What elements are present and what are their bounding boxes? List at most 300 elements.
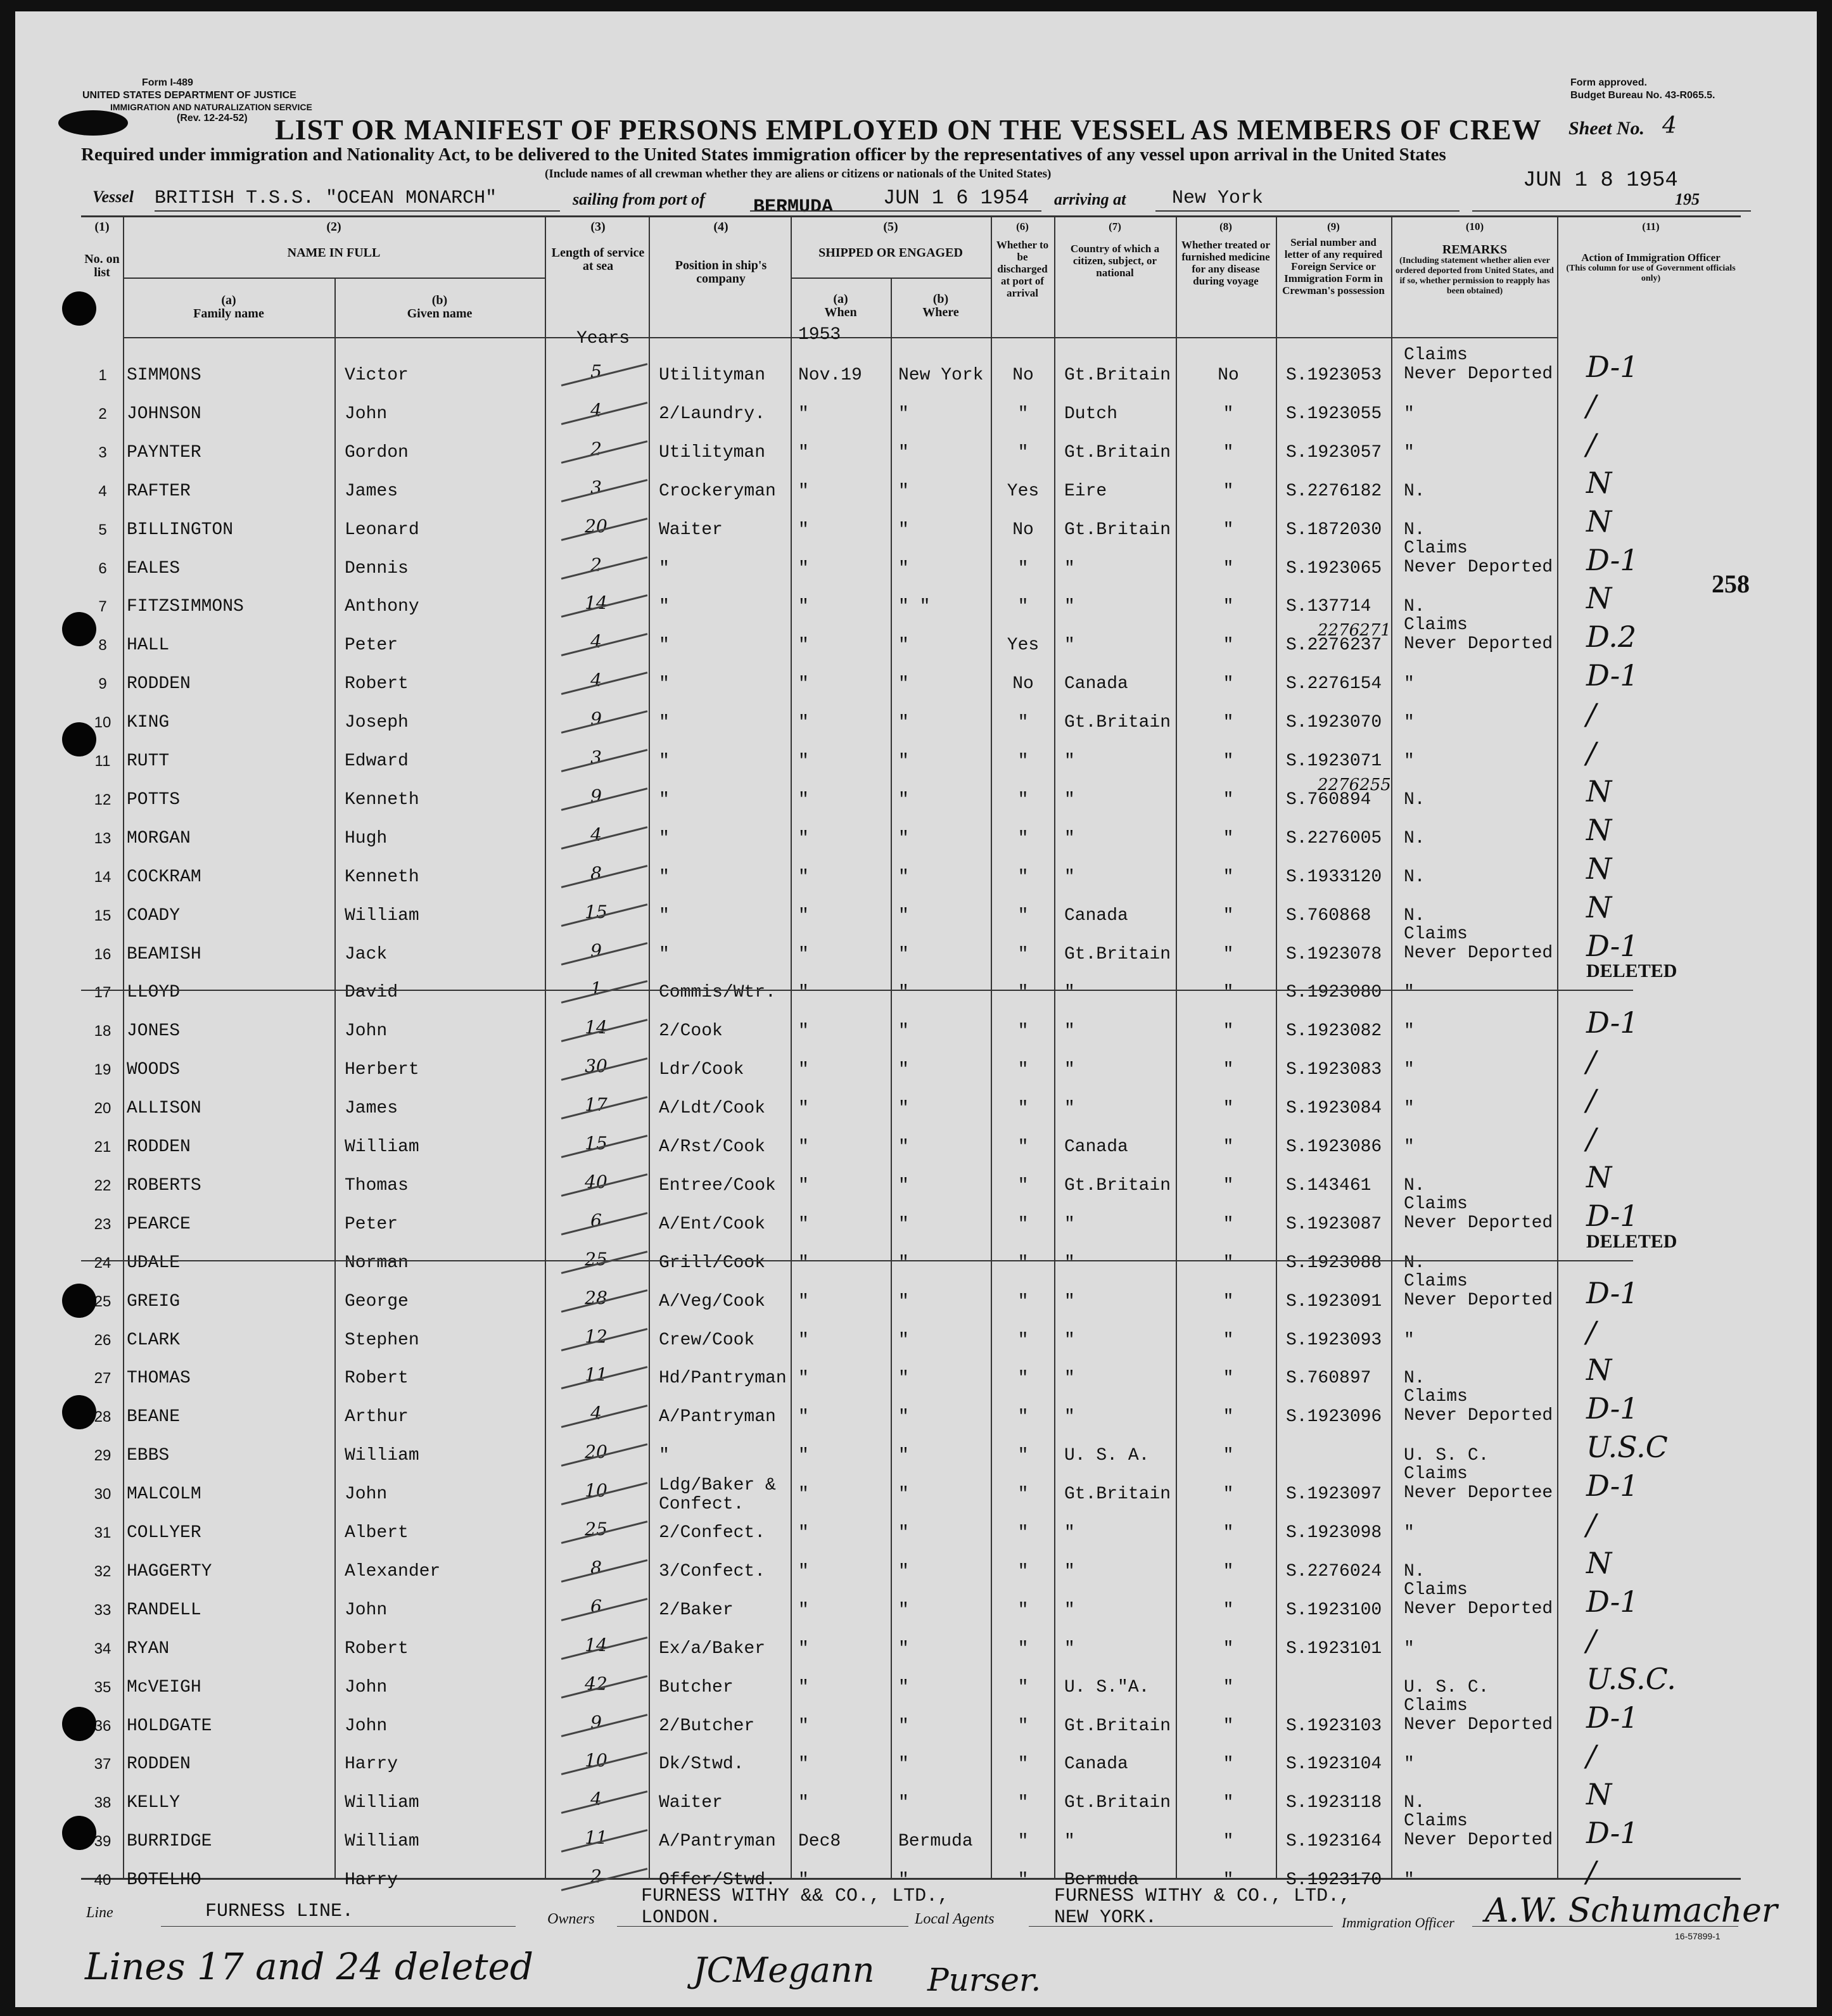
- margin-number: 258: [1712, 570, 1750, 598]
- cell-position: ": [659, 789, 670, 810]
- cell-medicine: ": [1223, 1870, 1234, 1891]
- cell-discharge: ": [1017, 944, 1029, 964]
- cell-n: 32: [94, 1562, 111, 1580]
- owners-line1: FURNESS WITHY && CO., LTD.,: [641, 1885, 950, 1907]
- cell-years: 2: [590, 438, 602, 459]
- cell-position: A/Pantryman: [659, 1407, 776, 1427]
- cell-given: Robert: [345, 674, 409, 694]
- col-header-serial: (9) Serial number and letter of any required Foreign Service or Immigration Form in Crewman's possession: [1282, 220, 1385, 297]
- cell-family: JONES: [127, 1021, 181, 1042]
- cell-n: 21: [94, 1139, 111, 1156]
- cell-when: ": [798, 1523, 809, 1543]
- cell-serial: S.1923084: [1286, 1099, 1382, 1119]
- cell-family: COADY: [127, 905, 181, 926]
- cell-given: Norman: [345, 1253, 409, 1273]
- cell-years: 4: [590, 824, 602, 845]
- cell-years: 8: [590, 1557, 602, 1578]
- cell-action: /: [1586, 1044, 1596, 1079]
- cell-given: John: [345, 1484, 388, 1505]
- cell-family: GREIG: [127, 1291, 181, 1311]
- cell-given: Arthur: [345, 1407, 409, 1427]
- cell-action: U.S.C: [1586, 1430, 1668, 1465]
- cell-n: 33: [94, 1601, 111, 1619]
- col-header-family: (a) Family name: [193, 293, 264, 321]
- cell-position: Ldg/Baker &: [659, 1476, 776, 1496]
- cell-serial_note: 2276271: [1318, 621, 1391, 641]
- cell-family: PAYNTER: [127, 442, 201, 463]
- cell-remarks2: Never Deportee: [1404, 1483, 1553, 1503]
- cell-years: 2: [590, 554, 602, 575]
- cell-serial: S.1923080: [1286, 983, 1382, 1003]
- cell-action: N: [1586, 465, 1612, 500]
- cell-country: Gt.Britain: [1064, 520, 1171, 540]
- cell-when: ": [798, 1870, 809, 1891]
- cell-where: ": [898, 520, 909, 540]
- cell-remarks: Claims: [1404, 1194, 1468, 1214]
- cell-when: ": [798, 558, 809, 578]
- cell-n: 7: [98, 598, 107, 616]
- cell-remarks: Claims: [1404, 1811, 1468, 1832]
- cell-when: ": [798, 1600, 809, 1620]
- cell-given: Herbert: [345, 1060, 419, 1080]
- cell-discharge: ": [1017, 1523, 1029, 1543]
- cell-action: D-1: [1586, 1005, 1639, 1040]
- cell-given: Kenneth: [345, 867, 419, 887]
- cell-remarks: ": [1404, 1523, 1415, 1543]
- cell-country: Canada: [1064, 905, 1128, 926]
- cell-discharge: ": [1017, 558, 1029, 578]
- cell-serial: S.1923053: [1286, 366, 1382, 385]
- cell-years: 9: [590, 1711, 602, 1733]
- cell-n: 26: [94, 1331, 111, 1349]
- cell-medicine: ": [1223, 1754, 1234, 1775]
- cell-position: ": [659, 1446, 670, 1466]
- cell-when: ": [798, 1446, 809, 1466]
- cell-family: WOODS: [127, 1060, 181, 1080]
- cell-serial: S.143461: [1286, 1175, 1371, 1196]
- cell-where: ": [898, 1253, 909, 1273]
- cell-serial: S.1923096: [1286, 1407, 1382, 1427]
- cell-country: ": [1064, 1638, 1075, 1659]
- cell-where: ": [898, 828, 909, 848]
- agents-line1: FURNESS WITHY & CO., LTD.,: [1054, 1885, 1351, 1907]
- cell-action: U.S.C.: [1586, 1661, 1676, 1696]
- col-header-where: (b) Where: [922, 292, 959, 319]
- vessel-name: BRITISH T.S.S. "OCEAN MONARCH": [155, 188, 497, 209]
- cell-country: ": [1064, 789, 1075, 810]
- cell-family: BEAMISH: [127, 944, 201, 964]
- cell-medicine: ": [1223, 1523, 1234, 1543]
- cell-serial: S.1872030: [1286, 520, 1382, 540]
- cell-position: 2/Butcher: [659, 1716, 755, 1736]
- cell-country: ": [1064, 751, 1075, 771]
- cell-medicine: ": [1223, 1291, 1234, 1311]
- col-header-when: (a) When: [824, 292, 857, 319]
- cell-action: D-1: [1586, 350, 1639, 384]
- cell-medicine: ": [1223, 1021, 1234, 1042]
- cell-given: Harry: [345, 1870, 398, 1891]
- cell-remarks: ": [1404, 1021, 1415, 1042]
- cell-when: ": [798, 481, 809, 501]
- cell-years: 11: [585, 1827, 607, 1849]
- cell-position: 2/Baker: [659, 1600, 734, 1620]
- cell-serial: S.1923070: [1286, 713, 1382, 733]
- cell-position: Ldr/Cook: [659, 1060, 744, 1080]
- cell-discharge: ": [1017, 1561, 1029, 1581]
- cell-position: A/Veg/Cook: [659, 1291, 766, 1311]
- officer-label: Immigration Officer: [1342, 1915, 1454, 1930]
- cell-given: William: [345, 1137, 419, 1157]
- cell-given: William: [345, 1832, 419, 1852]
- cell-given: James: [345, 481, 398, 501]
- cell-when: Nov.19: [798, 366, 862, 385]
- cell-years: 17: [585, 1094, 607, 1116]
- cell-serial: S.137714: [1286, 597, 1371, 617]
- cell-country: ": [1064, 1368, 1075, 1389]
- cell-serial: S.1923098: [1286, 1523, 1382, 1543]
- cell-remarks: ": [1404, 1754, 1415, 1775]
- cell-discharge: ": [1017, 1021, 1029, 1042]
- cell-country: U. S."A.: [1064, 1677, 1150, 1697]
- cell-family: RODDEN: [127, 674, 191, 694]
- cell-remarks: N.: [1404, 481, 1425, 501]
- cell-given: Kenneth: [345, 789, 419, 810]
- sailing-port: BERMUDA: [753, 196, 834, 218]
- owners-label: Owners: [547, 1911, 595, 1927]
- cell-serial: S.2276182: [1286, 481, 1382, 501]
- cell-medicine: ": [1223, 1484, 1234, 1505]
- cell-country: ": [1064, 1099, 1075, 1119]
- arriving-label: arriving at: [1054, 190, 1126, 208]
- cell-family: MALCOLM: [127, 1484, 201, 1505]
- cell-years: 10: [585, 1750, 607, 1771]
- cell-country: Bermuda: [1064, 1870, 1139, 1891]
- cell-remarks2: Never Deported: [1404, 1290, 1553, 1310]
- col-header-discharge: (6) Whether to be discharged at port of arrival: [996, 220, 1049, 299]
- cell-medicine: ": [1223, 520, 1234, 540]
- cell-remarks: Claims: [1404, 1695, 1468, 1716]
- cell-discharge: ": [1017, 1137, 1029, 1157]
- cell-serial: S.1923057: [1286, 442, 1382, 463]
- cell-position: A/Ent/Cook: [659, 1214, 766, 1234]
- cell-years: 9: [590, 708, 602, 730]
- cell-action: /: [1586, 736, 1596, 770]
- cell-n: 38: [94, 1794, 111, 1812]
- cell-country: ": [1064, 597, 1075, 617]
- cell-remarks: ": [1404, 1870, 1415, 1891]
- cell-years: 30: [585, 1056, 607, 1077]
- cell-serial: S.1923104: [1286, 1754, 1382, 1775]
- cell-country: ": [1064, 1407, 1075, 1427]
- cell-action: N: [1586, 890, 1612, 924]
- cell-discharge: ": [1017, 1446, 1029, 1466]
- cell-discharge: ": [1017, 1099, 1029, 1119]
- cell-family: EBBS: [127, 1446, 170, 1466]
- cell-remarks: N.: [1404, 1253, 1425, 1273]
- cell-n: 10: [94, 714, 111, 732]
- cell-discharge: ": [1017, 789, 1029, 810]
- cell-discharge: ": [1017, 1214, 1029, 1234]
- cell-where: Bermuda: [898, 1832, 973, 1852]
- cell-action: /: [1586, 1507, 1596, 1541]
- cell-given: Joseph: [345, 713, 409, 733]
- cell-remarks2: Never Deported: [1404, 557, 1553, 577]
- cell-country: Gt.Britain: [1064, 944, 1171, 964]
- cell-country: Gt.Britain: [1064, 366, 1171, 385]
- cell-country: Dutch: [1064, 404, 1118, 424]
- revision: (Rev. 12-24-52): [177, 113, 248, 124]
- line-name: FURNESS LINE.: [205, 1901, 354, 1922]
- cell-position: ": [659, 828, 670, 848]
- cell-given: Peter: [345, 635, 398, 656]
- cell-when: ": [798, 1638, 809, 1659]
- cell-n: 16: [94, 945, 111, 963]
- cell-where: ": [898, 1793, 909, 1813]
- cell-family: ROBERTS: [127, 1175, 201, 1196]
- purser-title: Purser.: [927, 1962, 1041, 1998]
- cell-when: ": [798, 1137, 809, 1157]
- cell-position: 3/Confect.: [659, 1561, 766, 1581]
- cell-country: Eire: [1064, 481, 1107, 501]
- cell-discharge: ": [1017, 442, 1029, 463]
- cell-position: Commis/Wtr.: [659, 983, 776, 1003]
- cell-action: N: [1586, 1353, 1612, 1388]
- cell-where: ": [898, 442, 909, 463]
- cell-serial: S.1923083: [1286, 1060, 1382, 1080]
- cell-n: 36: [94, 1717, 111, 1735]
- cell-when: ": [798, 789, 809, 810]
- cell-serial: S.1923091: [1286, 1291, 1382, 1311]
- cell-years: 3: [590, 476, 602, 498]
- cell-years: 3: [590, 747, 602, 768]
- years-unit: Years: [576, 329, 630, 348]
- cell-position: ": [659, 558, 670, 578]
- cell-country: U. S. A.: [1064, 1446, 1150, 1466]
- cell-action: D.2: [1586, 620, 1637, 654]
- cell-family: BURRIDGE: [127, 1832, 212, 1852]
- cell-when: ": [798, 1484, 809, 1505]
- cell-n: 24: [94, 1254, 111, 1272]
- cell-given: Stephen: [345, 1330, 419, 1350]
- cell-n: 27: [94, 1370, 111, 1388]
- cell-n: 18: [94, 1023, 111, 1040]
- cell-remarks2: Never Deported: [1404, 1830, 1553, 1851]
- cell-discharge: ": [1017, 1484, 1029, 1505]
- cell-n: 4: [98, 482, 107, 500]
- cell-medicine: ": [1223, 713, 1234, 733]
- cell-where: ": [898, 1484, 909, 1505]
- cell-where: ": [898, 905, 909, 926]
- cell-serial: S.1923082: [1286, 1021, 1382, 1042]
- cell-discharge: ": [1017, 1407, 1029, 1427]
- cell-remarks2: Never Deported: [1404, 1213, 1553, 1233]
- cell-where: ": [898, 944, 909, 964]
- cell-years: 8: [590, 862, 602, 884]
- cell-action: N: [1586, 851, 1612, 886]
- cell-years: 1: [590, 978, 602, 1000]
- sailing-date-stamp: JUN 1 6 1954: [883, 186, 1029, 210]
- cell-serial: S.760897: [1286, 1368, 1371, 1389]
- cell-when: ": [798, 713, 809, 733]
- cell-country: Gt.Britain: [1064, 1175, 1171, 1196]
- cell-given: Leonard: [345, 520, 419, 540]
- punch-hole: [62, 291, 96, 326]
- cell-where: ": [898, 1099, 909, 1119]
- cell-action: /: [1586, 426, 1596, 461]
- cell-where: ": [898, 1175, 909, 1196]
- cell-years: 42: [585, 1673, 607, 1694]
- cell-action: N: [1586, 1777, 1612, 1812]
- cell-serial: S.760868: [1286, 905, 1371, 926]
- purser-signature: JCMegann: [693, 1950, 875, 1990]
- cell-discharge: ": [1017, 1793, 1029, 1813]
- cell-n: 29: [94, 1447, 111, 1465]
- sheet-label: Sheet No.: [1568, 118, 1644, 139]
- cell-action: N: [1586, 581, 1612, 616]
- cell-remarks: U. S. C.: [1404, 1677, 1489, 1697]
- cell-given: Harry: [345, 1754, 398, 1775]
- cell-given: Thomas: [345, 1175, 409, 1196]
- cell-serial: S.1923101: [1286, 1638, 1382, 1659]
- cell-n: 22: [94, 1177, 111, 1194]
- cell-serial: S.1923170: [1286, 1870, 1382, 1891]
- cell-given: Robert: [345, 1638, 409, 1659]
- cell-given: Albert: [345, 1523, 409, 1543]
- cell-discharge: ": [1017, 1754, 1029, 1775]
- cell-remarks: ": [1404, 1060, 1415, 1080]
- col-header-action: (11) Action of Immigration Officer (This column for use of Government officials only): [1566, 220, 1736, 283]
- cell-medicine: ": [1223, 1214, 1234, 1234]
- cell-position: ": [659, 867, 670, 887]
- cell-action: DELETED: [1586, 960, 1677, 982]
- cell-discharge: ": [1017, 1638, 1029, 1659]
- cell-medicine: ": [1223, 751, 1234, 771]
- cell-family: JOHNSON: [127, 404, 201, 424]
- cell-given: Dennis: [345, 558, 409, 578]
- cell-given: James: [345, 1099, 398, 1119]
- cell-family: RANDELL: [127, 1600, 201, 1620]
- cell-remarks: N.: [1404, 1175, 1425, 1196]
- cell-remarks: ": [1404, 442, 1415, 463]
- cell-family: BILLINGTON: [127, 520, 234, 540]
- cell-serial: S.1923164: [1286, 1832, 1382, 1852]
- cell-action: /: [1586, 697, 1596, 732]
- cell-action: D-1: [1586, 928, 1639, 963]
- year-label: 195: [1675, 190, 1700, 208]
- cell-medicine: ": [1223, 1253, 1234, 1273]
- cell-family: RUTT: [127, 751, 170, 771]
- cell-serial: S.2276024: [1286, 1561, 1382, 1581]
- cell-remarks: ": [1404, 674, 1415, 694]
- cell-medicine: ": [1223, 828, 1234, 848]
- cell-action: D-1: [1586, 658, 1639, 693]
- cell-years: 25: [585, 1248, 607, 1270]
- cell-years: 4: [590, 1403, 602, 1424]
- cell-action: D-1: [1586, 1469, 1639, 1503]
- cell-when: ": [798, 1793, 809, 1813]
- col-header-medicine: (8) Whether treated or furnished medicine for any disease during voyage: [1181, 220, 1271, 287]
- cell-where: ": [898, 1446, 909, 1466]
- cell-given: John: [345, 404, 388, 424]
- cell-family: LLOYD: [127, 983, 181, 1003]
- cell-position: Hd/Pantryman: [659, 1368, 787, 1389]
- cell-discharge: ": [1017, 983, 1029, 1003]
- cell-position: A/Rst/Cook: [659, 1137, 766, 1157]
- page-title: LIST OR MANIFEST OF PERSONS EMPLOYED ON THE VESSEL AS MEMBERS OF CREW: [275, 113, 1542, 146]
- cell-where: ": [898, 1368, 909, 1389]
- cell-country: Gt.Britain: [1064, 442, 1171, 463]
- strike-line: [81, 1260, 1633, 1261]
- cell-where: ": [898, 1523, 909, 1543]
- cell-action: N: [1586, 504, 1612, 539]
- cell-years: 10: [585, 1480, 607, 1502]
- cell-serial: S.1923055: [1286, 404, 1382, 424]
- cell-serial: S.1923088: [1286, 1253, 1382, 1273]
- cell-serial: S.1923071: [1286, 751, 1382, 771]
- cell-medicine: ": [1223, 1175, 1234, 1196]
- cell-action: /: [1586, 1854, 1596, 1889]
- cell-remarks: ": [1404, 983, 1415, 1003]
- cell-when: ": [798, 442, 809, 463]
- cell-medicine: ": [1223, 1793, 1234, 1813]
- cell-discharge: No: [1012, 366, 1034, 385]
- cell-action: DELETED: [1586, 1230, 1677, 1252]
- cell-n: 14: [94, 868, 111, 886]
- cell-position: ": [659, 905, 670, 926]
- cell-discharge: Yes: [1007, 635, 1040, 656]
- cell-position: Waiter: [659, 1793, 723, 1813]
- cell-where: ": [898, 1021, 909, 1042]
- cell-n: 1: [98, 367, 107, 384]
- cell-country: ": [1064, 1600, 1075, 1620]
- cell-family: CLARK: [127, 1330, 181, 1350]
- cell-remarks2: Never Deported: [1404, 1714, 1553, 1735]
- cell-where: ": [898, 789, 909, 810]
- cell-action: D-1: [1586, 542, 1639, 577]
- cell-action: /: [1586, 1623, 1596, 1657]
- cell-serial: S.2276005: [1286, 828, 1382, 848]
- cell-serial: S.1923078: [1286, 944, 1382, 964]
- cell-discharge: ": [1017, 1368, 1029, 1389]
- cell-discharge: ": [1017, 1291, 1029, 1311]
- cell-country: ": [1064, 1291, 1075, 1311]
- cell-serial: S.1923100: [1286, 1600, 1382, 1620]
- cell-action: D-1: [1586, 1584, 1639, 1619]
- cell-where: ": [898, 713, 909, 733]
- line-label: Line: [86, 1904, 113, 1921]
- cell-position: Waiter: [659, 520, 723, 540]
- cell-discharge: No: [1012, 674, 1034, 694]
- cell-discharge: ": [1017, 867, 1029, 887]
- cell-country: ": [1064, 1214, 1075, 1234]
- include-note: (Include names of all crewman whether they are aliens or citizens or nationals of the United States): [545, 167, 1052, 181]
- cell-medicine: ": [1223, 597, 1234, 617]
- cell-family: BEANE: [127, 1407, 181, 1427]
- cell-when: ": [798, 674, 809, 694]
- cell-years: 14: [585, 592, 607, 614]
- cell-country: ": [1064, 828, 1075, 848]
- cell-medicine: ": [1223, 789, 1234, 810]
- cell-when: ": [798, 1291, 809, 1311]
- cell-position: Dk/Stwd.: [659, 1754, 744, 1775]
- col-header-position: (4) Position in ship's company: [675, 220, 767, 286]
- cell-when: ": [798, 1175, 809, 1196]
- cell-discharge: ": [1017, 905, 1029, 926]
- cell-serial: S.1923103: [1286, 1716, 1382, 1736]
- col-header-given: (b) Given name: [407, 293, 473, 321]
- cell-discharge: ": [1017, 1600, 1029, 1620]
- cell-remarks: ": [1404, 751, 1415, 771]
